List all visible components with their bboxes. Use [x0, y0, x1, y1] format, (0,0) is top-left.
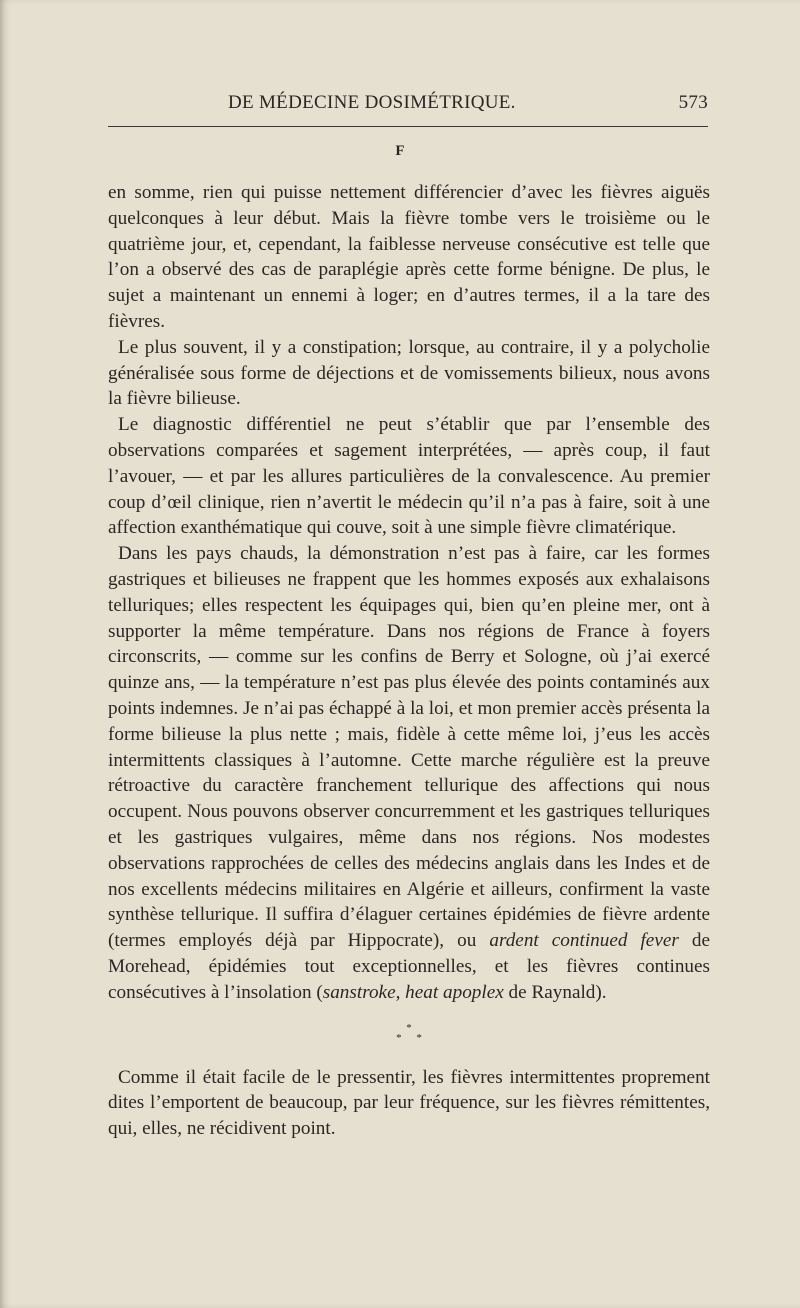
running-title: DE MÉDECINE DOSIMÉTRIQUE.: [228, 92, 516, 113]
body-text: [108, 180, 710, 1142]
paragraph-4-text-b: de Morehead, épidémies tout exceptionnelles, et les fièvres continues consécutives à l’insolation (: [108, 930, 710, 1003]
paragraph-1: en somme, rien qui puisse nettement différencier d’avec les fièvres aiguës quelconques à leur début. Mais la fièvre tombe vers le troisième ou le quatrième jour, et, cependant, la faiblesse nerveuse consécutive est telle que l’on a observé des cas de paraplégie après cette forme bénigne. De plus, le sujet a maintenant un ennemi à loger; en d’autres termes, il a la tare des fièvres.: [108, 182, 710, 332]
header-rule: [108, 126, 708, 127]
signature-mark: F: [395, 143, 405, 159]
asterism-top: *: [406, 1021, 412, 1034]
paragraph-4-text-a: Dans les pays chauds, la démonstration n’est pas à faire, car les formes gastriques et bilieuses ne frappent que les hommes exposés aux exhalaisons telluriques; elles respectent les équipages qui, bien qu’en pleine mer, ont à supporter la même température. Dans nos régions de France à foyers circonscrits, — comme sur les confins de Berry et Sologne, où j’ai exercé quinze ans, — la température n’est pas plus élevée des points contaminés aux points indemnes. Je n’ai pas échappé à la loi, et mon premier accès présenta la forme bilieuse la plus nette ; mais, fidèle à cette même loi, j’eus les accès intermittents classiques à l’automne. Cette marche régulière est la preuve rétroactive du caractère franchement tellurique des affections qui nous occupent. Nous pouvons observer concurremment et les gastriques telluriques et les gastriques vulgaires, même dans nos régions. Nos modestes observations rapprochées de celles des médecins anglais dans les Indes et de nos excellents médecins militaires en Algérie et ailleurs, confirment la vaste synthèse tellurique. Il suffira d’élaguer certaines épidémies de fièvre ardente (termes employés déjà par Hippocrate), ou: [108, 543, 710, 952]
paragraph-3: Le diagnostic différentiel ne peut s’établir que par l’ensemble des observations comparées et sagement interprétées, — après coup, il faut l’avouer, — et par les allures particulières de la convalescence. Au premier coup d’œil clinique, rien n’avertit le médecin qu’il n’a pas à faire, soit à une affection exanthématique qui couve, soit à une simple fièvre climatérique.: [108, 414, 710, 539]
page-header: [108, 92, 708, 118]
paragraph-4: [108, 541, 710, 1005]
asterism: [108, 1023, 710, 1043]
paragraph-5: Comme il était facile de le pressentir, les fièvres intermittentes proprement dites l’emportent de beaucoup, par leur fréquence, sur les fièvres rémittentes, qui, elles, ne récidivent point.: [108, 1066, 710, 1140]
paragraph-4-italic-ardent-fever: ardent continued fever: [489, 930, 679, 952]
paragraph-2: Le plus souvent, il y a constipation; lorsque, au contraire, il y a polycholie généralisée sous forme de déjections et de vomissements bilieux, nous avons la fièvre bilieuse.: [108, 336, 710, 410]
paragraph-4-italic-heat-apoplex: sanstroke, heat apoplex: [322, 981, 504, 1003]
page-number: 573: [678, 92, 708, 113]
asterism-bottom: * *: [396, 1031, 428, 1044]
paragraph-4-text-c: de Raynald).: [503, 981, 607, 1003]
